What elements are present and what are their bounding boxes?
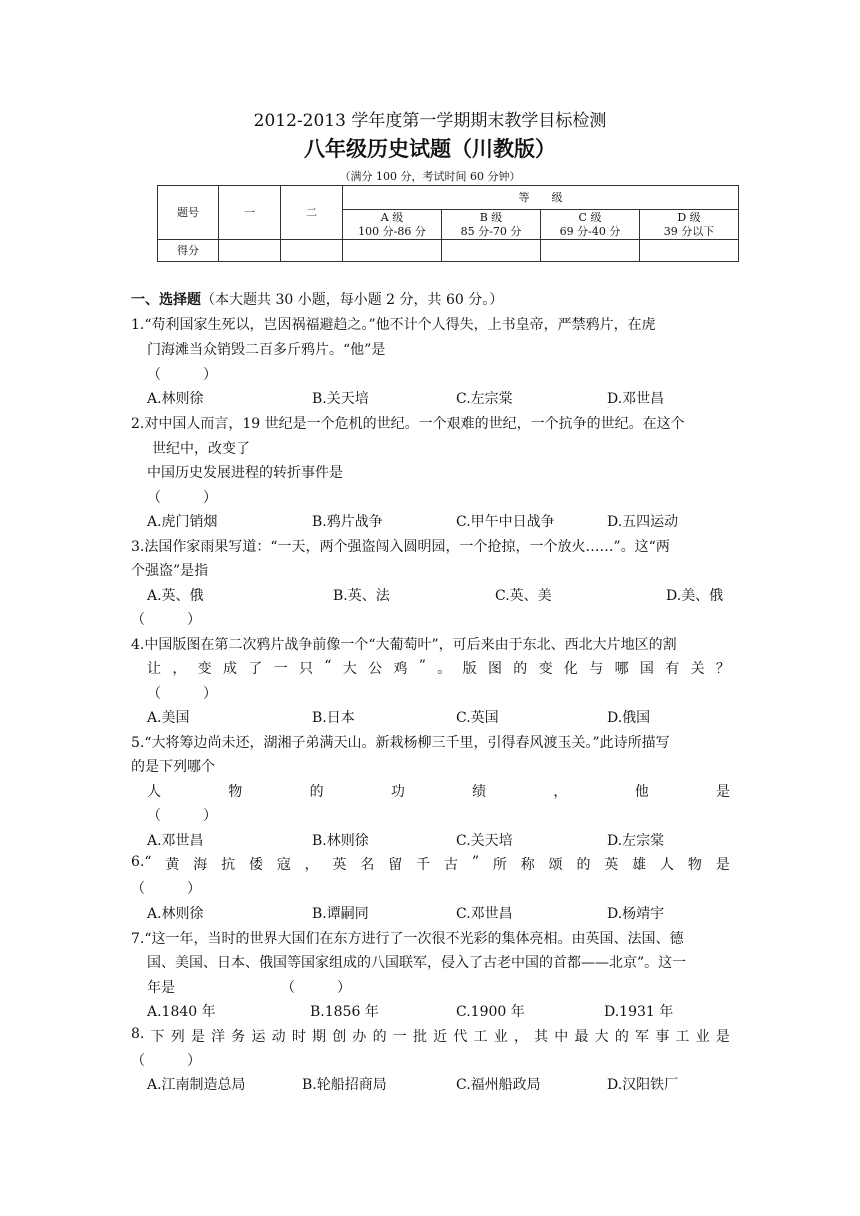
justified-char: 下 bbox=[150, 1029, 165, 1045]
q8-option-c[interactable]: C.福州船政局 bbox=[456, 1077, 541, 1093]
q4-option-a[interactable]: A.美国 bbox=[147, 710, 190, 726]
question-3-line1: 3.法国作家雨果写道：“一天，两个强盗闯入圆明园，一个抢掠，一个放火……”。这“两 bbox=[131, 539, 670, 555]
justified-char: 近 bbox=[433, 1029, 448, 1045]
justified-char: 人 bbox=[660, 857, 675, 873]
justified-char: 留 bbox=[388, 857, 403, 873]
justified-char: 是 bbox=[715, 1029, 730, 1045]
justified-char: 公 bbox=[368, 661, 383, 677]
justified-char: 名 bbox=[360, 857, 375, 873]
q8-option-b[interactable]: B.轮船招商局 bbox=[302, 1077, 387, 1093]
justified-char: ” bbox=[418, 658, 426, 674]
justified-char: 办 bbox=[352, 1029, 367, 1045]
justified-char: 的 bbox=[614, 1029, 629, 1045]
q4-option-d[interactable]: D.俄国 bbox=[607, 710, 651, 726]
question-2-line1: 2.对中国人而言，19 世纪是一个危机的世纪。一个艰难的世纪，一个抗争的世纪。在这个 bbox=[131, 416, 685, 432]
exam-header-line: 2012-2013 学年度第一学期期末教学目标检测 bbox=[253, 111, 607, 131]
justified-char: 寇 bbox=[276, 857, 291, 873]
justified-char: 是 bbox=[715, 857, 730, 873]
justified-char: 中 bbox=[554, 1029, 569, 1045]
cell-grade-b: B 级 85 分-70 分 bbox=[442, 210, 541, 240]
justified-char: 变 bbox=[197, 661, 212, 677]
q7-option-d[interactable]: D.1931 年 bbox=[604, 1004, 674, 1020]
question-7-line3: 年是 bbox=[147, 980, 175, 996]
q5-option-a[interactable]: A.邓世昌 bbox=[147, 833, 204, 849]
answer-blank[interactable]: （ ） bbox=[147, 490, 217, 506]
q4-option-c[interactable]: C.英国 bbox=[456, 710, 499, 726]
q1-option-b[interactable]: B.关天培 bbox=[312, 391, 369, 407]
justified-char: 鸡 bbox=[393, 661, 408, 677]
q3-option-d[interactable]: D.美、俄 bbox=[666, 588, 724, 604]
justified-char: 抗 bbox=[221, 857, 236, 873]
justified-char: 工 bbox=[473, 1029, 488, 1045]
q3-option-b[interactable]: B.英、法 bbox=[333, 588, 390, 604]
question-1-line1: 1.“苟利国家生死以，岂因祸福避趋之。”他不计个人得失，上书皇帝，严禁鸦片，在虎 bbox=[131, 317, 656, 333]
justified-char: 英 bbox=[332, 857, 347, 873]
justified-char: 运 bbox=[251, 1029, 266, 1045]
justified-char: 有 bbox=[665, 661, 680, 677]
cell-q1: 一 bbox=[219, 186, 281, 240]
justified-char: 是 bbox=[190, 1029, 205, 1045]
cell-grade: 等 级 bbox=[343, 186, 739, 210]
justified-char: ， bbox=[513, 1029, 528, 1045]
cell-empty bbox=[640, 240, 739, 262]
question-7-line2: 国、美国、日本、俄国等国家组成的八国联军，侵入了古老中国的首都——北京”。这一 bbox=[147, 955, 687, 971]
q5-option-c[interactable]: C.关天培 bbox=[456, 833, 513, 849]
justified-char: 只 bbox=[298, 661, 313, 677]
answer-blank[interactable]: （ ） bbox=[131, 881, 201, 897]
cell-tihao: 题号 bbox=[158, 186, 219, 240]
justified-char: 是 bbox=[715, 784, 730, 800]
justified-char: 倭 bbox=[248, 857, 263, 873]
q2-option-b[interactable]: B.鸦片战争 bbox=[312, 514, 383, 530]
q4-option-b[interactable]: B.日本 bbox=[312, 710, 355, 726]
justified-char: 事 bbox=[655, 1029, 670, 1045]
exam-note: （满分 100 分，考试时间 60 分钟） bbox=[339, 170, 521, 183]
justified-char: ” bbox=[471, 854, 479, 870]
justified-char: 大 bbox=[594, 1029, 609, 1045]
justified-char: 称 bbox=[520, 857, 535, 873]
justified-char: 图 bbox=[487, 661, 502, 677]
justified-char: 雄 bbox=[632, 857, 647, 873]
justified-char: 6.“ bbox=[131, 854, 152, 870]
score-table bbox=[157, 185, 739, 262]
question-2-line2: 世纪中，改变了 bbox=[152, 441, 250, 457]
answer-blank[interactable]: （ ） bbox=[147, 808, 217, 824]
cell-q2: 二 bbox=[281, 186, 343, 240]
answer-blank[interactable]: （ ） bbox=[147, 686, 217, 702]
justified-char: 。 bbox=[437, 661, 452, 677]
q1-option-c[interactable]: C.左宗棠 bbox=[456, 391, 513, 407]
section-title: 一、选择题 bbox=[131, 292, 201, 308]
q1-option-d[interactable]: D.邓世昌 bbox=[607, 391, 665, 407]
justified-char: 批 bbox=[412, 1029, 427, 1045]
justified-char: 8. bbox=[131, 1026, 145, 1042]
justified-char: 物 bbox=[687, 857, 702, 873]
justified-char: 人 bbox=[147, 784, 161, 800]
justified-char: 最 bbox=[574, 1029, 589, 1045]
q6-option-c[interactable]: C.邓世昌 bbox=[456, 906, 513, 922]
cell-grade-c: C 级 69 分-40 分 bbox=[541, 210, 640, 240]
question-6-line1 bbox=[131, 854, 730, 874]
justified-char: 创 bbox=[332, 1029, 347, 1045]
section-heading bbox=[131, 289, 503, 309]
justified-char: 关 bbox=[690, 661, 705, 677]
q6-option-b[interactable]: B.谭嗣同 bbox=[312, 906, 369, 922]
answer-blank[interactable]: （ ） bbox=[131, 1053, 201, 1069]
q2-option-d[interactable]: D.五四运动 bbox=[607, 514, 679, 530]
justified-char: 一 bbox=[392, 1029, 407, 1045]
justified-char: 成 bbox=[222, 661, 237, 677]
justified-char: 变 bbox=[538, 661, 553, 677]
question-5-line3 bbox=[147, 781, 730, 801]
justified-char: 的 bbox=[372, 1029, 387, 1045]
justified-char: 绩 bbox=[472, 784, 487, 800]
q6-option-a[interactable]: A.林则徐 bbox=[147, 906, 204, 922]
justified-char: 国 bbox=[639, 661, 654, 677]
cell-empty bbox=[541, 240, 640, 262]
justified-char: 黄 bbox=[165, 857, 180, 873]
answer-blank[interactable]: （ ） bbox=[131, 612, 201, 628]
q7-option-c[interactable]: C.1900 年 bbox=[456, 1004, 525, 1020]
q2-option-c[interactable]: C.甲午中日战争 bbox=[456, 514, 555, 530]
justified-char: 代 bbox=[453, 1029, 468, 1045]
justified-char: 大 bbox=[342, 661, 357, 677]
q6-option-d[interactable]: D.杨靖宇 bbox=[607, 906, 665, 922]
cell-grade-d: D 级 39 分以下 bbox=[640, 210, 739, 240]
justified-char: 功 bbox=[390, 784, 405, 800]
exam-title: 八年级历史试题（川教版） bbox=[304, 137, 556, 161]
justified-char: 的 bbox=[309, 784, 324, 800]
justified-char: 与 bbox=[589, 661, 604, 677]
question-8-line1 bbox=[131, 1026, 730, 1046]
answer-blank[interactable]: （ ） bbox=[147, 367, 217, 383]
justified-char: 务 bbox=[231, 1029, 246, 1045]
answer-blank[interactable]: （ ） bbox=[281, 980, 351, 996]
justified-char: ？ bbox=[715, 661, 730, 677]
cell-defen: 得分 bbox=[158, 240, 219, 262]
justified-char: 所 bbox=[492, 857, 507, 873]
cell-empty bbox=[281, 240, 343, 262]
justified-char: 一 bbox=[273, 661, 288, 677]
justified-char: 颂 bbox=[548, 857, 563, 873]
justified-char: 洋 bbox=[211, 1029, 226, 1045]
question-3-line2: 个强盗”是指 bbox=[131, 563, 209, 579]
justified-char: 其 bbox=[534, 1029, 549, 1045]
question-4-line2 bbox=[147, 658, 730, 678]
justified-char: 的 bbox=[513, 661, 528, 677]
justified-char: ， bbox=[172, 661, 187, 677]
q2-option-a[interactable]: A.虎门销烟 bbox=[147, 514, 218, 530]
justified-char: 列 bbox=[170, 1029, 185, 1045]
justified-char: 的 bbox=[576, 857, 591, 873]
justified-char: 让 bbox=[147, 661, 161, 677]
cell-grade-a: A 级 100 分-86 分 bbox=[343, 210, 442, 240]
cell-empty bbox=[219, 240, 281, 262]
cell-empty bbox=[343, 240, 442, 262]
justified-char: 了 bbox=[248, 661, 263, 677]
justified-char: 动 bbox=[271, 1029, 286, 1045]
justified-char: 古 bbox=[443, 857, 458, 873]
question-5-line1: 5.“大将筹边尚未还，湖湘子弟满天山。新栽杨柳三千里，引得春风渡玉关。”此诗所描写 bbox=[131, 735, 670, 751]
q3-option-a[interactable]: A.英、俄 bbox=[147, 588, 204, 604]
justified-char: 他 bbox=[634, 784, 649, 800]
q5-option-d[interactable]: D.左宗棠 bbox=[607, 833, 665, 849]
q1-option-a[interactable]: A.林则徐 bbox=[147, 391, 204, 407]
justified-char: 时 bbox=[291, 1029, 306, 1045]
justified-char: 千 bbox=[416, 857, 431, 873]
question-5-line2: 的是下列哪个 bbox=[131, 759, 215, 775]
justified-char: 哪 bbox=[614, 661, 629, 677]
question-4-line1: 4.中国版图在第二次鸦片战争前像一个“大葡萄叶”，可后来由于东北、西北大片地区的割 bbox=[131, 637, 677, 653]
justified-char: 军 bbox=[635, 1029, 650, 1045]
justified-char: “ bbox=[324, 658, 332, 674]
question-1-line2: 门海滩当众销毁二百多斤鸦片。“他”是 bbox=[147, 342, 386, 358]
q7-option-a[interactable]: A.1840 年 bbox=[147, 1004, 216, 1020]
justified-char: 英 bbox=[604, 857, 619, 873]
justified-char: 业 bbox=[493, 1029, 508, 1045]
q3-option-c[interactable]: C.英、美 bbox=[495, 588, 552, 604]
justified-char: 海 bbox=[193, 857, 208, 873]
cell-empty bbox=[442, 240, 541, 262]
question-7-line1: 7.“这一年，当时的世界大国们在东方进行了一次很不光彩的集体亮相。由英国、法国、德 bbox=[131, 931, 684, 947]
section-desc: （本大题共 30 小题，每小题 2 分，共 60 分。） bbox=[201, 292, 504, 308]
justified-char: 版 bbox=[462, 661, 477, 677]
q5-option-b[interactable]: B.林则徐 bbox=[312, 833, 369, 849]
justified-char: ， bbox=[553, 784, 568, 800]
question-2-line3: 中国历史发展进程的转折事件是 bbox=[147, 465, 343, 481]
justified-char: 物 bbox=[228, 784, 243, 800]
justified-char: 期 bbox=[312, 1029, 327, 1045]
justified-char: 工 bbox=[675, 1029, 690, 1045]
justified-char: 业 bbox=[695, 1029, 710, 1045]
q8-option-d[interactable]: D.汉阳铁厂 bbox=[607, 1077, 679, 1093]
justified-char: ， bbox=[304, 857, 319, 873]
q8-option-a[interactable]: A.江南制造总局 bbox=[147, 1077, 246, 1093]
q7-option-b[interactable]: B.1856 年 bbox=[310, 1004, 379, 1020]
justified-char: 化 bbox=[563, 661, 578, 677]
